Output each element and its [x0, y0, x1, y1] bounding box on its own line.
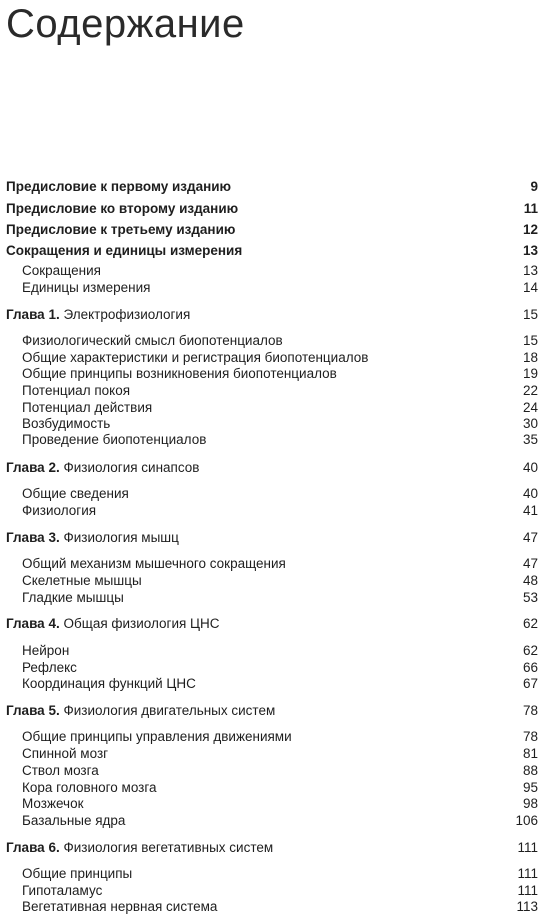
- toc-entry-page: 15: [522, 333, 538, 348]
- toc-subentry[interactable]: [22, 415, 538, 432]
- toc-entry-page: 41: [522, 503, 538, 518]
- toc-entry-page: 9: [530, 179, 538, 194]
- toc-entry-page: 95: [522, 780, 538, 795]
- toc-entry-text: Спинной мозг: [22, 746, 109, 761]
- toc-subentry[interactable]: [22, 349, 538, 366]
- toc-entry-page: 13: [522, 263, 538, 278]
- toc-entry-text: Общие сведения: [22, 486, 129, 501]
- toc-subentry[interactable]: [22, 795, 538, 812]
- toc-entry-page: 40: [522, 460, 538, 475]
- toc-entry-page: 53: [522, 590, 538, 605]
- toc-entry-text: Общие принципы: [22, 866, 133, 881]
- toc-entry-text: Нейрон: [22, 643, 70, 658]
- toc-entry-text: Физиология двигательных систем: [63, 703, 276, 718]
- toc-subentry[interactable]: [22, 502, 538, 519]
- toc-subentry[interactable]: [22, 812, 538, 829]
- toc-subentry[interactable]: [22, 555, 538, 572]
- chapter-number: Глава 4.: [6, 616, 60, 631]
- toc-entry-text: Кора головного мозга: [22, 780, 157, 795]
- toc-entry-text: Единицы измерения: [22, 280, 151, 295]
- toc-subentry[interactable]: [22, 779, 538, 796]
- toc-entry-text: Потенциал покоя: [22, 383, 131, 398]
- toc-subentry[interactable]: [22, 332, 538, 349]
- toc-subentry[interactable]: [22, 882, 538, 899]
- toc-entry-page: 30: [522, 416, 538, 431]
- toc-entry-page: 67: [522, 676, 538, 691]
- toc-entry-text: Мозжечок: [22, 796, 84, 811]
- toc-entry-page: 98: [522, 796, 538, 811]
- toc-entry-page: 111: [517, 883, 538, 898]
- toc-chapter-2[interactable]: [6, 459, 538, 476]
- toc-entry-page: 78: [522, 703, 538, 718]
- toc-entry-page: 13: [522, 243, 538, 258]
- toc-entry-text: Гладкие мышцы: [22, 590, 124, 605]
- chapter-number: Глава 3.: [6, 530, 60, 545]
- toc-subentry[interactable]: [22, 365, 538, 382]
- toc-entry-page: 24: [522, 400, 538, 415]
- chapter-number: Глава 2.: [6, 460, 60, 475]
- toc-chapter-5[interactable]: [6, 702, 538, 719]
- toc-subentry[interactable]: [22, 865, 538, 882]
- toc-chapter-6[interactable]: [6, 839, 538, 856]
- toc-entry-page: 62: [522, 616, 538, 631]
- toc-entry-text: Предисловие к третьему изданию: [6, 222, 236, 237]
- toc-subentry[interactable]: [22, 762, 538, 779]
- toc-entry-page: 111: [517, 840, 538, 855]
- toc-entry-text: Физиология: [22, 503, 97, 518]
- toc-entry-text: Общий механизм мышечного сокращения: [22, 556, 286, 571]
- toc-entry-page: 66: [522, 660, 538, 675]
- toc-entry-page: 35: [522, 432, 538, 447]
- toc-entry-page: 78: [522, 729, 538, 744]
- toc-entry-page: 48: [522, 573, 538, 588]
- toc-entry-preface-2[interactable]: [6, 200, 538, 217]
- toc-entry-page: 47: [522, 556, 538, 571]
- toc-entry-page: 111: [517, 866, 538, 881]
- toc-chapter-3[interactable]: [6, 529, 538, 546]
- toc-entry-text: Общие характеристики и регистрация биопотенциалов: [22, 350, 369, 365]
- toc-entry-text: Базальные ядра: [22, 813, 126, 828]
- toc-entry-page: 12: [522, 222, 538, 237]
- toc-entry-page: 15: [522, 307, 538, 322]
- toc-subentry[interactable]: [22, 745, 538, 762]
- toc-entry-text: Электрофизиология: [63, 307, 191, 322]
- toc-entry-page: 14: [522, 280, 538, 295]
- toc-subentry[interactable]: [22, 728, 538, 745]
- toc-subentry[interactable]: [22, 485, 538, 502]
- toc-entry-text: Общие принципы управления движениями: [22, 729, 292, 744]
- toc-entry-text: Потенциал действия: [22, 400, 153, 415]
- toc-subentry[interactable]: [22, 898, 538, 915]
- toc-subentry[interactable]: [22, 279, 538, 296]
- chapter-number: Глава 6.: [6, 840, 60, 855]
- toc-entry-text: Сокращения и единицы измерения: [6, 243, 243, 258]
- toc-entry-text: Физиология вегетативных систем: [63, 840, 274, 855]
- toc-subentry[interactable]: [22, 642, 538, 659]
- toc-entry-page: 19: [522, 366, 538, 381]
- toc-entry-page: 22: [522, 383, 538, 398]
- toc-entry-page: 81: [522, 746, 538, 761]
- toc-chapter-1[interactable]: [6, 306, 538, 323]
- toc-entry-text: Гипоталамус: [22, 883, 103, 898]
- toc-subentry[interactable]: [22, 659, 538, 676]
- toc-entry-text: Скелетные мышцы: [22, 573, 142, 588]
- toc-entry-text: Проведение биопотенциалов: [22, 432, 207, 447]
- toc-subentry[interactable]: [22, 572, 538, 589]
- toc-subentry[interactable]: [22, 675, 538, 692]
- toc-chapter-4[interactable]: [6, 615, 538, 632]
- toc-entry-text: Физиология синапсов: [63, 460, 200, 475]
- toc-entry-preface-3[interactable]: [6, 221, 538, 238]
- toc-entry-text: Физиология мышц: [63, 530, 179, 545]
- toc-entry-preface-1[interactable]: [6, 178, 538, 195]
- chapter-number: Глава 5.: [6, 703, 60, 718]
- toc-entry-text: Общая физиология ЦНС: [63, 616, 220, 631]
- toc-subentry[interactable]: [22, 399, 538, 416]
- page-title: Содержание: [6, 2, 245, 46]
- toc-subentry[interactable]: [22, 431, 538, 448]
- toc-entry-text: Общие принципы возникновения биопотенциалов: [22, 366, 337, 381]
- toc-entry-text: Координация функций ЦНС: [22, 676, 196, 691]
- toc-entry-page: 62: [522, 643, 538, 658]
- toc-entry-text: Ствол мозга: [22, 763, 99, 778]
- toc-entry-text: Физиологический смысл биопотенциалов: [22, 333, 283, 348]
- toc-entry-abbreviations[interactable]: [6, 242, 538, 259]
- toc-entry-text: Сокращения: [22, 263, 101, 278]
- toc-entry-text: Предисловие ко второму изданию: [6, 201, 239, 216]
- toc-entry-page: 11: [523, 201, 538, 216]
- toc-subentry[interactable]: [22, 382, 538, 399]
- toc-entry-page: 40: [522, 486, 538, 501]
- toc-entry-text: Возбудимость: [22, 416, 111, 431]
- toc-entry-page: 88: [522, 763, 538, 778]
- toc-entry-text: Вегетативная нервная система: [22, 899, 218, 914]
- toc-entry-text: Рефлекс: [22, 660, 77, 675]
- chapter-number: Глава 1.: [6, 307, 60, 322]
- toc-subentry[interactable]: [22, 589, 538, 606]
- toc-entry-page: 47: [522, 530, 538, 545]
- toc-entry-text: Предисловие к первому изданию: [6, 179, 232, 194]
- toc-subentry[interactable]: [22, 262, 538, 279]
- toc-entry-page: 113: [516, 899, 538, 914]
- toc-entry-page: 18: [522, 350, 538, 365]
- toc-entry-page: 106: [515, 813, 538, 828]
